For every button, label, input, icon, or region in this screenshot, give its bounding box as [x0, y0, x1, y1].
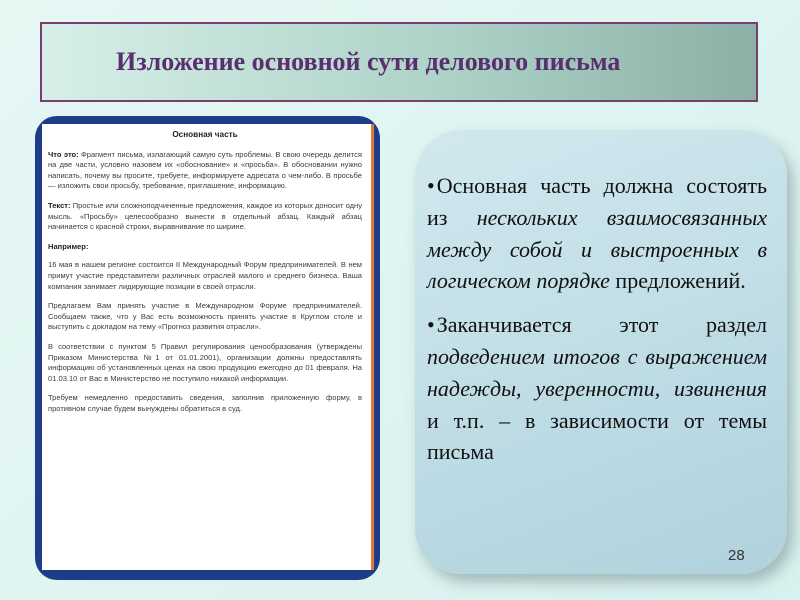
- text-label: Текст:: [48, 200, 71, 210]
- bullet-text: Основная часть должна состоять из: [427, 173, 767, 230]
- slide-number: 28: [728, 547, 745, 564]
- title-bar: [40, 22, 758, 102]
- text-text: Простые или сложноподчиненные предложения, каждое из которых доносит одну мысль. «Просьбу» целесообразно вынести в отдельный абзац. Каждый абзац начинается с красной строки, выравнивание по ширине.: [48, 200, 363, 232]
- card-content: [427, 170, 767, 480]
- document-heading: Основная часть: [172, 130, 238, 139]
- bullet-text: и т.п. – в зависимости от темы письма: [427, 407, 767, 465]
- bullet-italic-text: подведением итогов с выражением надежды, уверенности, извинения: [427, 343, 767, 401]
- document-what-paragraph: [48, 150, 362, 192]
- document-panel: [35, 116, 380, 580]
- example-paragraph: Предлагаем Вам принять участие в Международном Форуме предпринимателей. Сообщаем также, что у Вас есть возможность принять участие в Круглом столе и выступить с докладом на тему «Прогноз развития отрасли».: [48, 301, 362, 332]
- bullet-italic-text: нескольких взаимосвязанных между собой и выстроенных в логическом порядке: [427, 204, 767, 294]
- slide-title: Изложение основной сути делового письма: [116, 47, 621, 76]
- example-label: Например:: [48, 241, 89, 251]
- text-card: [415, 130, 787, 574]
- bullet-mark: •: [427, 312, 435, 338]
- bullet-mark: •: [427, 173, 435, 198]
- bullet-text: Заканчивается этот раздел: [436, 312, 767, 338]
- what-label: Что это:: [48, 149, 79, 159]
- document-page: [42, 124, 374, 570]
- document-text-paragraph: [48, 201, 362, 233]
- bullet-item: [427, 170, 767, 297]
- what-text: Фрагмент письма, излагающий самую суть проблемы. В свою очередь делится на две части, условно назовем их «обоснование» и «просьба». В обосновании нужно написать, почему вы просите, требуете, информируете адресата о чем-либо. В просьбе — изложить свои просьбу, требование, приглашение, информацию.: [48, 149, 362, 191]
- bullet-text: предложений.: [609, 268, 746, 294]
- example-paragraph: Требуем немедленно предоставить сведения, заполнив приложенную форму, в противном случае будем вынуждены обратиться в суд.: [48, 393, 362, 413]
- example-paragraph: 16 мая в нашем регионе состоится II Международный Форум предпринимателей. В нем примут участие представители различных отраслей малого и среднего бизнеса. Ваша компания занимает лидирующие позиции в своей отрасли.: [48, 260, 362, 291]
- bullet-item: [427, 309, 767, 468]
- example-paragraph: В соответствии с пунктом 5 Правил регулирования ценообразования (утверждены Приказом Министерства №1 от 01.01.2001), организации должны предоставлять информацию об установленных ценах на свою продукцию ежегодно до 01 февраля. На 01.03.10 от Вас в Министерство не поступило никакой информации.: [48, 341, 362, 383]
